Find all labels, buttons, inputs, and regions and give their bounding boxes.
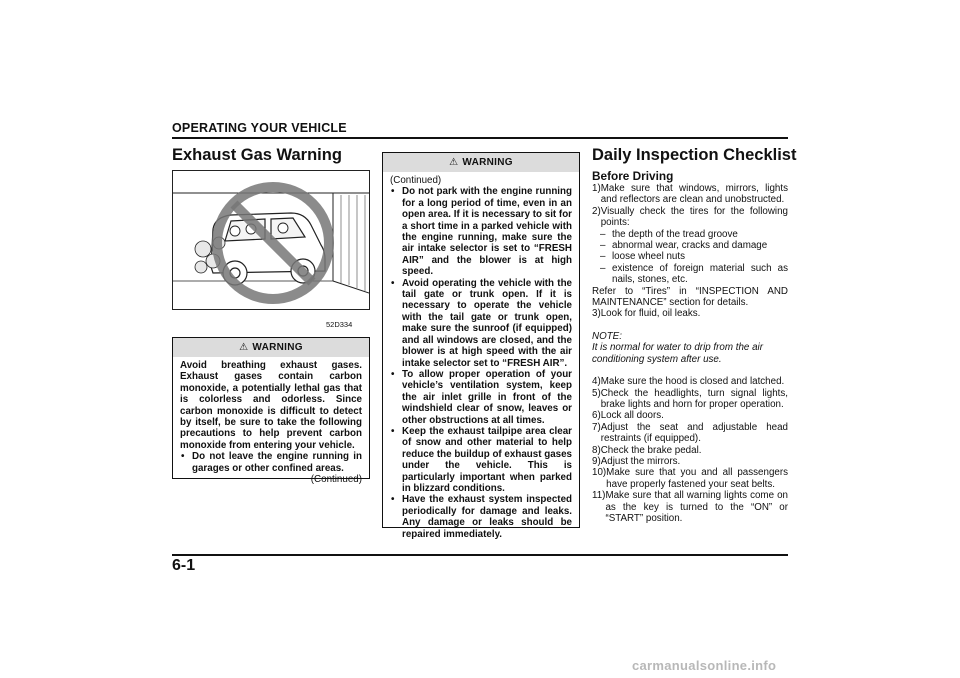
- item-text: existence of foreign material such as nails, stones, etc.: [612, 262, 788, 286]
- list-item: • Do not park with the engine running for a long period of time, even in an open area. If it is necessary to sit for a short time in a parked vehicle with the engine running, make sure the air intake selector is set to “FRESH AIR” and the blower is at high speed.: [390, 186, 572, 277]
- list-item: [592, 456, 788, 467]
- warning-intro: Avoid breathing exhaust gases. Exhaust gases contain carbon monoxide, a potentially lethal gas that is colorless and odorless. Since carbon monoxide is difficult to detect by itself, be sure to take the following precautions to help prevent carbon monoxide from entering your vehicle.: [180, 360, 362, 451]
- item-text: Make sure that all warning lights come on as the key is turned to the “ON” or “START” position.: [605, 490, 788, 524]
- list-item: [592, 490, 788, 524]
- item-text: Make sure that windows, mirrors, lights and reflectors are clean and unobstructed.: [600, 183, 788, 206]
- item-number: 2): [592, 205, 601, 217]
- list-item: [592, 410, 788, 421]
- item-text: Adjust the mirrors.: [600, 455, 681, 467]
- item-number: 7): [592, 421, 601, 433]
- item-number: 10): [592, 467, 607, 479]
- refer-text: Refer to “Tires” in “INSPECTION AND MAINTENANCE” section for details.: [592, 285, 788, 309]
- warning-header: [173, 338, 369, 357]
- item-number: 4): [592, 376, 601, 388]
- list-item: – existence of foreign material such as nails, stones, etc.: [600, 262, 788, 286]
- warning-header: [383, 153, 579, 172]
- item-number: 5): [592, 387, 601, 399]
- daily-inspection-title: Daily Inspection Checklist: [592, 146, 797, 164]
- item-text: Visually check the tires for the following points:: [600, 205, 788, 229]
- list-item: [592, 445, 788, 456]
- warning-triangle-icon: ⚠: [449, 157, 459, 168]
- note-text: It is normal for water to drip from the air conditioning system after use.: [592, 342, 763, 365]
- exhaust-illustration: [172, 170, 370, 310]
- item-text: abnormal wear, cracks and damage: [612, 240, 768, 252]
- item-text: Make sure the hood is closed and latched.: [600, 376, 785, 388]
- header-rule: [172, 137, 788, 139]
- list-item: [592, 467, 788, 490]
- item-text: loose wheel nuts: [612, 251, 685, 263]
- item-number: 6): [592, 410, 601, 422]
- item-number: 11): [592, 490, 606, 502]
- list-item: • Have the exhaust system inspected periodically for damage and leaks. Any damage or leaks should be repaired immediately.: [390, 494, 572, 540]
- list-item: – the depth of the tread groove: [592, 229, 788, 240]
- list-item: • To allow proper operation of your vehicle’s ventilation system, keep the air inlet grille in front of the windshield clear of snow, leaves or other obstructions at all times.: [390, 369, 572, 426]
- item-number: 1): [592, 183, 601, 194]
- continued-label: (Continued): [390, 175, 442, 186]
- item-text: Make sure that you and all passengers have properly fastened your seat belts.: [606, 467, 788, 490]
- inspection-checklist: [592, 170, 788, 524]
- list-item: [592, 183, 788, 206]
- item-text: the depth of the tread groove: [612, 228, 738, 240]
- list-item: • Keep the exhaust tailpipe area clear of snow and other material to help reduce the buildup of exhaust gases under the vehicle. This is particularly important when parked in blizzard conditions.: [390, 426, 572, 494]
- warning-label: WARNING: [252, 342, 303, 353]
- item-text: Check the brake pedal.: [600, 444, 702, 456]
- footer-rule: [172, 554, 788, 556]
- watermark: carmanualsonline.info: [632, 658, 777, 673]
- list-item: [592, 206, 788, 229]
- list-item: [592, 422, 788, 445]
- exhaust-gas-title: Exhaust Gas Warning: [172, 146, 342, 164]
- warning-box-exhaust: [172, 337, 370, 486]
- item-text: Lock all doors.: [600, 410, 664, 422]
- list-item: – abnormal wear, cracks and damage: [592, 240, 788, 251]
- item-number: 9): [592, 455, 601, 467]
- figure-code: 52D334: [326, 320, 353, 329]
- list-item: – loose wheel nuts: [592, 251, 788, 262]
- item-text: Check the headlights, turn signal lights, brake lights and horn for proper operation.: [600, 387, 788, 410]
- continued-label: (Continued): [310, 474, 362, 486]
- section-header: OPERATING YOUR VEHICLE: [172, 121, 347, 135]
- page-number: 6-1: [172, 557, 196, 574]
- list-item: [592, 376, 788, 387]
- list-item: • Do not leave the engine running in garages or other confined areas.: [180, 451, 362, 474]
- list-item: [592, 388, 788, 411]
- warning-box-continued: [382, 152, 580, 540]
- list-item: [592, 308, 788, 319]
- list-item: • Avoid operating the vehicle with the tail gate or trunk open. If it is necessary to operate the vehicle with the tail gate or trunk open, make sure the sunroof (if equipped) and all windows are closed, and the blower is at high speed with the air intake selector set to “FRESH AIR”.: [390, 278, 572, 369]
- item-number: 3): [592, 308, 601, 320]
- item-text: Adjust the seat and adjustable head restraints (if equipped).: [600, 421, 788, 445]
- item-number: 8): [592, 444, 601, 456]
- item-text: Look for fluid, oil leaks.: [600, 308, 701, 320]
- warning-triangle-icon: ⚠: [239, 342, 249, 353]
- note-label: NOTE:: [592, 330, 622, 342]
- garage-car-prohibited-illustration: [173, 171, 369, 309]
- warning-label: WARNING: [462, 157, 513, 168]
- before-driving-subtitle: Before Driving: [592, 169, 674, 183]
